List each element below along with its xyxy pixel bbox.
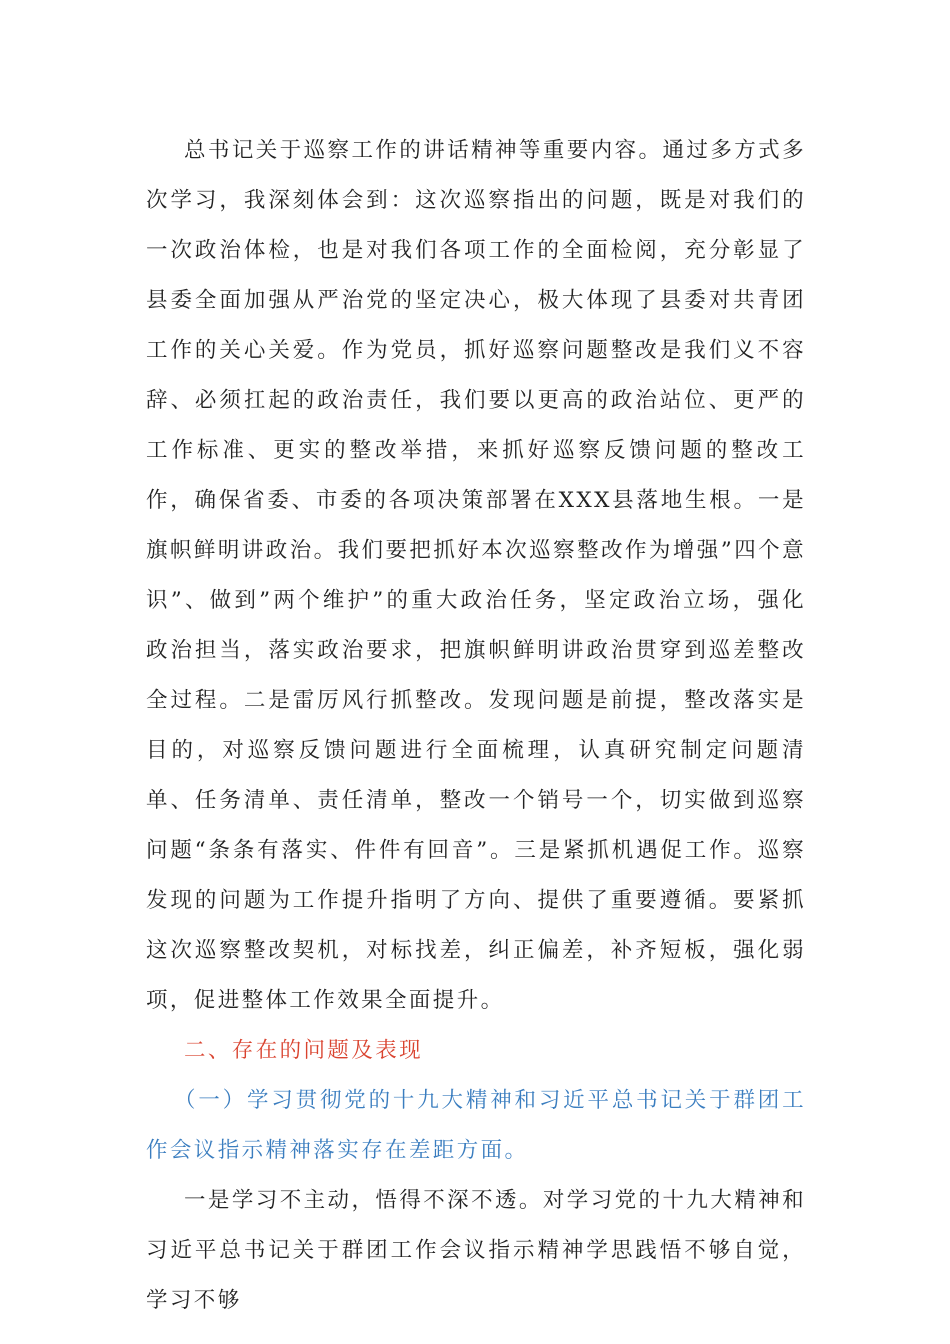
- body-paragraph-2: 一是学习不主动，悟得不深不透。对学习党的十九大精神和习近平总书记关于群团工作会议指示精神学思践悟不够自觉，学习不够: [146, 1188, 806, 1313]
- body-paragraph: 总书记关于巡察工作的讲话精神等重要内容。通过多方式多次学习，我深刻体会到：这次巡察指出的问题，既是对我们的一次政治体检，也是对我们各项工作的全面检阅，充分彰显了县委全面加强从严治党的坚定决心，极大体现了县委对共青团工作的关心关爱。作为党员，抓好巡察问题整改是我们义不容辞、必须扛起的政治责任，我们要以更高的政治站位、更严的工作标准、更实的整改举措，来抓好巡察反馈问题的整改工作，确保省委、市委的各项决策部署在XXX县落地生根。一是旗帜鲜明讲政治。我们要把抓好本次巡察整改作为增强”四个意识”、做到”两个维护”的重大政治任务，坚定政治立场，强化政治担当，落实政治要求，把旗帜鲜明讲政治贯穿到巡差整改全过程。二是雷厉风行抓整改。发现问题是前提，整改落实是目的，对巡察反馈问题进行全面梳理，认真研究制定问题清单、任务清单、责任清单，整改一个销号一个，切实做到巡察问题“条条有落实、件件有回音”。三是紧抓机遇促工作。巡察发现的问题为工作提升指明了方向、提供了重要遵循。要紧抓这次巡察整改契机，对标找差，纠正偏差，补齐短板，强化弱项，促进整体工作效果全面提升。: [146, 138, 806, 1013]
- document-page: [146, 126, 806, 1326]
- subsection-heading: （一）学习贯彻党的十九大精神和习近平总书记关于群团工作会议指示精神落实存在差距方面。: [146, 1088, 806, 1163]
- section-heading: 二、存在的问题及表现: [184, 1038, 424, 1063]
